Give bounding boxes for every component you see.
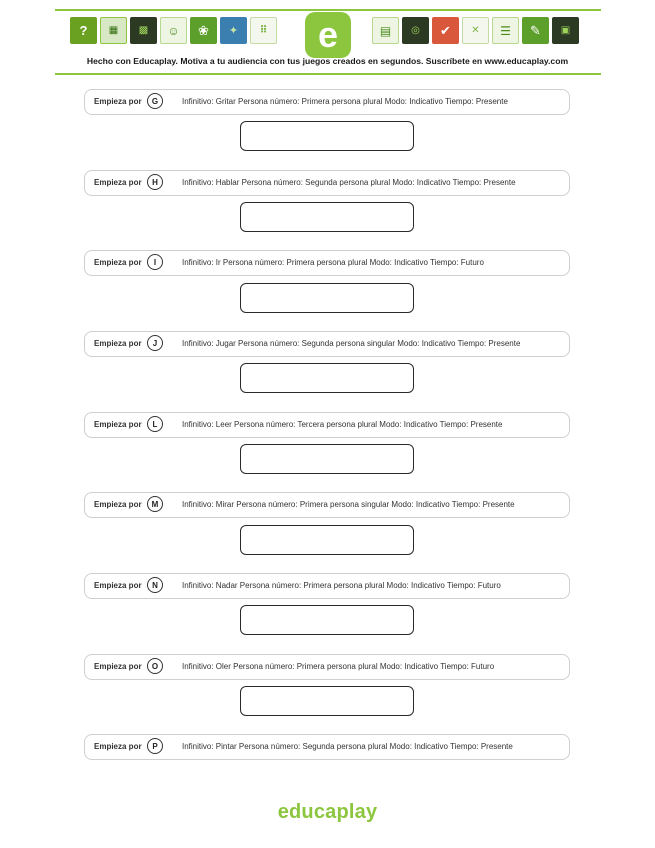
clue-lead: Empieza por [94, 339, 142, 348]
answer-input[interactable] [240, 525, 414, 555]
clue-text: Infinitivo: Mirar Persona número: Primera persona singular Modo: Indicativo Tiempo: Presente [182, 500, 515, 509]
memory-grid-icon: ⠿ [250, 17, 277, 44]
clue-letter: N [147, 577, 163, 593]
educaplay-logo-icon: e [305, 12, 351, 58]
clue-letter: O [147, 658, 163, 674]
answer-input[interactable] [240, 283, 414, 313]
clue-text: Infinitivo: Ir Persona número: Primera persona plural Modo: Indicativo Tiempo: Futuro [182, 258, 484, 267]
question-game-icon: ? [70, 17, 97, 44]
clue-text: Infinitivo: Leer Persona número: Tercera persona plural Modo: Indicativo Tiempo: Presente [182, 420, 503, 429]
clue-lead: Empieza por [94, 662, 142, 671]
header-bottom-rule [55, 73, 601, 75]
left-game-icons [70, 17, 277, 47]
answer-input[interactable] [240, 121, 414, 151]
clue-letter: J [147, 335, 163, 351]
clue-lead: Empieza por [94, 420, 142, 429]
answer-input[interactable] [240, 686, 414, 716]
word-search-icon: ▩ [130, 17, 157, 44]
clue-row [84, 89, 570, 115]
clue-row [84, 250, 570, 276]
clue-lead: Empieza por [94, 258, 142, 267]
checklist-icon: ☰ [492, 17, 519, 44]
clue-lead: Empieza por [94, 500, 142, 509]
clue-letter: M [147, 496, 163, 512]
clue-row [84, 492, 570, 518]
pencil-icon: ✎ [522, 17, 549, 44]
clue-row [84, 573, 570, 599]
video-quiz-icon: ▣ [552, 17, 579, 44]
header-top-rule [55, 9, 601, 11]
footer-brand-logo: educaplay [277, 801, 378, 823]
clue-row [84, 654, 570, 680]
frogs-icon: ❀ [190, 17, 217, 44]
clue-row [84, 331, 570, 357]
clue-letter: H [147, 174, 163, 190]
alphabet-wheel-icon: ◎ [402, 17, 429, 44]
dialogue-icon: ☺ [160, 17, 187, 44]
clue-text: Infinitivo: Nadar Persona número: Primera persona plural Modo: Indicativo Tiempo: Futuro [182, 581, 501, 590]
clue-letter: L [147, 416, 163, 432]
clue-lead: Empieza por [94, 742, 142, 751]
clue-letter: G [147, 93, 163, 109]
clue-row [84, 170, 570, 196]
crossword-icon: ▦ [100, 17, 127, 44]
promo-banner: Hecho con Educaplay. Motiva a tu audiencia con tus juegos creados en segundos. Suscríbete en www.educaplay.com [86, 56, 569, 66]
clue-lead: Empieza por [94, 97, 142, 106]
clue-row [84, 734, 570, 760]
clue-text: Infinitivo: Pintar Persona número: Segunda persona plural Modo: Indicativo Tiempo: Presente [182, 742, 513, 751]
slideshow-icon: ▤ [372, 17, 399, 44]
clue-text: Infinitivo: Gritar Persona número: Primera persona plural Modo: Indicativo Tiempo: Presente [182, 97, 508, 106]
answer-input[interactable] [240, 444, 414, 474]
answer-input[interactable] [240, 363, 414, 393]
clue-text: Infinitivo: Oler Persona número: Primera persona plural Modo: Indicativo Tiempo: Futuro [182, 662, 495, 671]
answer-input[interactable] [240, 202, 414, 232]
clue-text: Infinitivo: Jugar Persona número: Segunda persona singular Modo: Indicativo Tiempo: Presente [182, 339, 521, 348]
right-game-icons [372, 17, 579, 47]
clue-row [84, 412, 570, 438]
clue-lead: Empieza por [94, 581, 142, 590]
clue-letter: P [147, 738, 163, 754]
answer-input[interactable] [240, 605, 414, 635]
clue-lead: Empieza por [94, 178, 142, 187]
map-icon: ✦ [220, 17, 247, 44]
clue-text: Infinitivo: Hablar Persona número: Segunda persona plural Modo: Indicativo Tiempo: Presente [182, 178, 516, 187]
matching-icon: ✔ [432, 17, 459, 44]
clue-letter: I [147, 254, 163, 270]
dot-relation-icon: ✕ [462, 17, 489, 44]
